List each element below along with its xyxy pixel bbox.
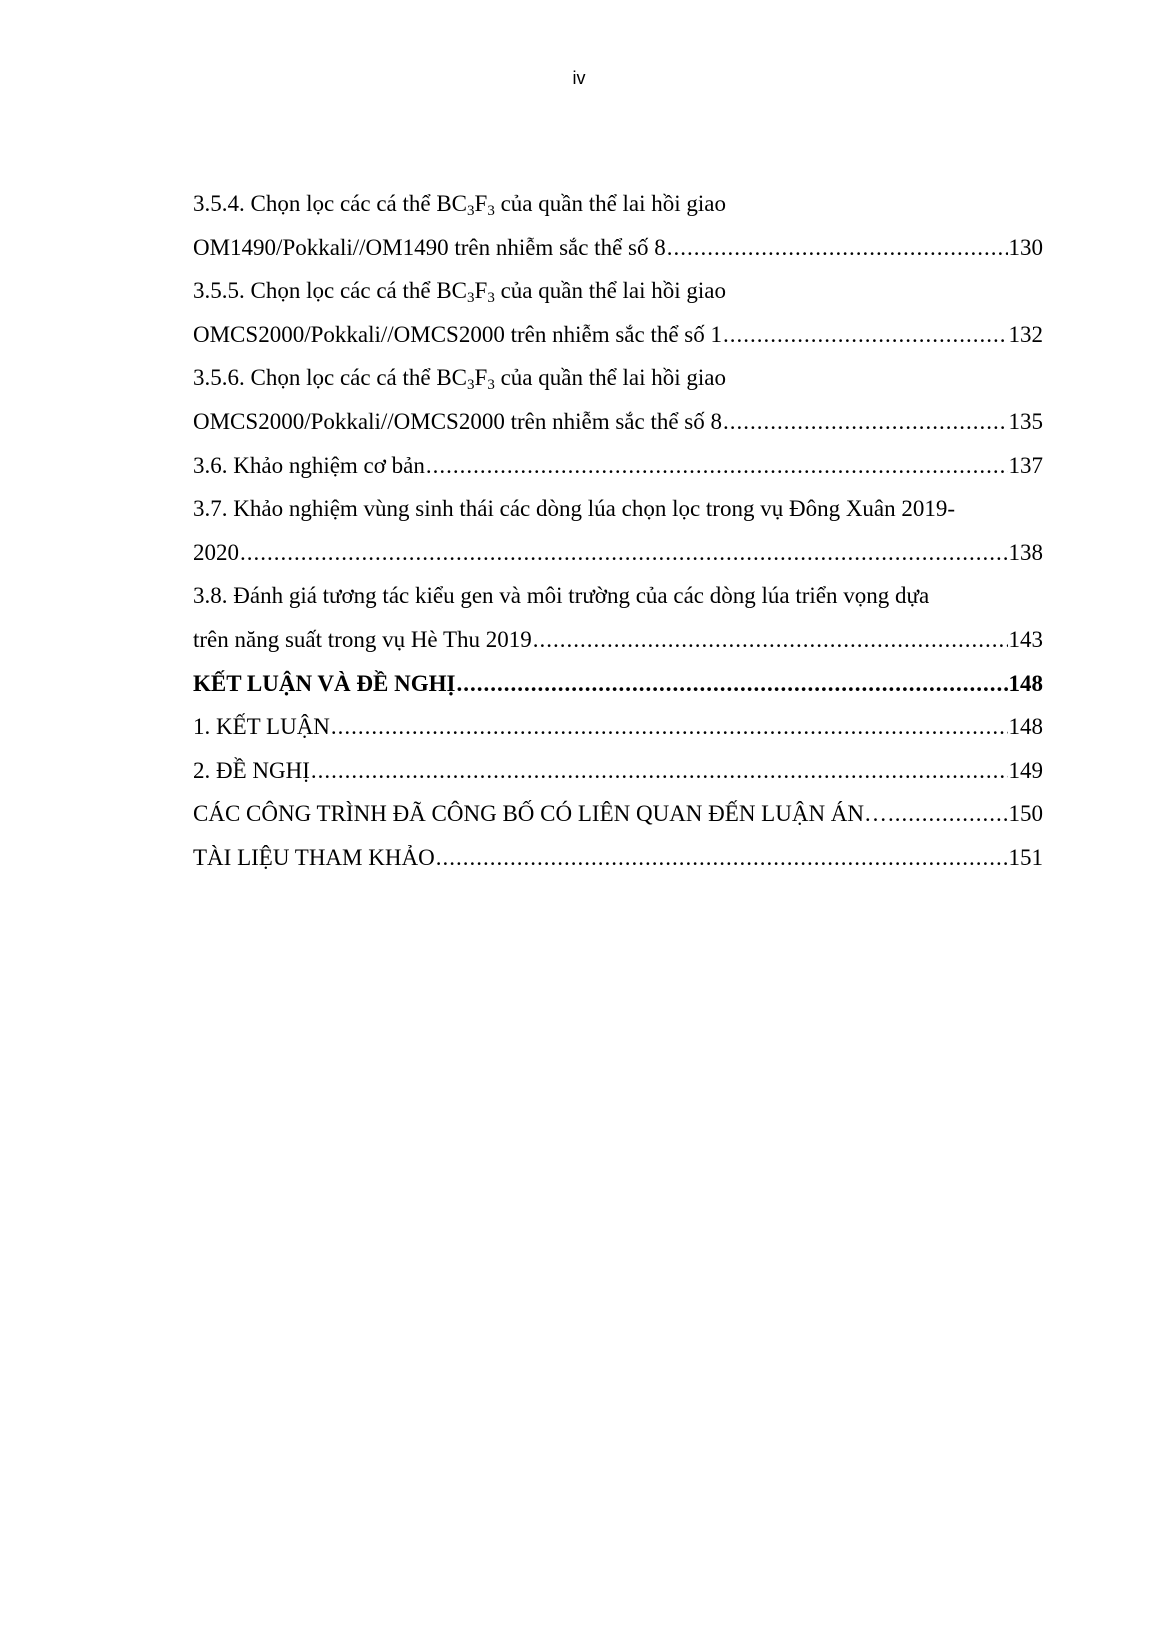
toc-entry-3-6-text: 3.6. Khảo nghiệm cơ bản: [193, 452, 425, 478]
toc-entry-references[interactable]: [193, 836, 1043, 880]
toc-entry-3-8-title[interactable]: 3.8. Đánh giá tương tác kiểu gen và môi trường của các dòng lúa triển vọng dựa: [193, 583, 930, 609]
toc-entry-3-7-continuation[interactable]: [193, 531, 1043, 575]
dot-leader: [311, 749, 1008, 793]
dot-leader: [533, 618, 1008, 662]
toc-entry-3-5-5-title-end: của quần thể lai hồi giao: [494, 278, 727, 304]
dot-leader: [723, 313, 1008, 357]
toc-entry-publications[interactable]: [193, 792, 1043, 836]
toc-entry-3-7-page: 138: [1008, 539, 1043, 565]
dot-leader: [240, 531, 1008, 575]
toc-entry-references-page: 151: [1008, 844, 1043, 870]
toc-entry-conclusion-text: KẾT LUẬN VÀ ĐỀ NGHỊ: [193, 670, 456, 696]
toc-entry-3-5-6-title-f: F: [474, 365, 488, 391]
table-of-contents: [193, 182, 1043, 880]
toc-entry-1-conclusion-text: 1. KẾT LUẬN: [193, 714, 330, 740]
toc-entry-conclusion-page: 148: [1008, 670, 1043, 696]
toc-entry-3-5-5-subscript-a: 3: [467, 290, 475, 307]
dot-leader: [331, 705, 1008, 749]
toc-entry-3-5-6-subscript-b: 3: [487, 377, 495, 394]
toc-entry-publications-page: 150: [1008, 801, 1043, 827]
toc-entry-3-5-4-title-start: 3.5.4. Chọn lọc các cá thể BC: [193, 191, 468, 216]
toc-entry-3-5-4-title-end: của quần thể lai hồi giao: [494, 191, 727, 216]
toc-entry-3-7-text: 2020: [193, 539, 239, 565]
toc-entry-3-5-6-title-end: của quần thể lai hồi giao: [494, 365, 727, 391]
toc-entry-publications-text: CÁC CÔNG TRÌNH ĐÃ CÔNG BỐ CÓ LIÊN QUAN ĐẾN LUẬN ÁN…: [193, 801, 888, 827]
toc-entry-3-6-page: 137: [1008, 452, 1043, 478]
toc-entry-3-5-6-continuation[interactable]: [193, 400, 1043, 444]
toc-entry-3-5-6-title-start: 3.5.6. Chọn lọc các cá thể BC: [193, 365, 468, 391]
toc-entry-conclusion-recommendation[interactable]: [193, 662, 1043, 706]
dot-leader: [456, 662, 1007, 706]
toc-entry-3-5-5-page: 132: [1008, 321, 1043, 347]
toc-entry-3-5-6-subscript-a: 3: [467, 377, 475, 394]
toc-entry-3-5-5-subscript-b: 3: [487, 290, 495, 307]
toc-entry-3-5-5-continuation[interactable]: [193, 313, 1043, 357]
toc-entry-3-8-continuation[interactable]: [193, 618, 1043, 662]
toc-entry-3-8-text: trên năng suất trong vụ Hè Thu 2019: [193, 626, 532, 652]
toc-entry-3-5-4-title-f: F: [474, 191, 488, 216]
toc-entry-3-5-5-title-start: 3.5.5. Chọn lọc các cá thể BC: [193, 278, 468, 304]
toc-entry-3-5-4-subscript-b: 3: [487, 203, 495, 219]
toc-entry-3-5-6-text: OMCS2000/Pokkali//OMCS2000 trên nhiễm sắc thể số 8: [193, 408, 722, 434]
toc-entry-3-5-5-title-f: F: [474, 278, 488, 304]
toc-entry-3-5-5-text: OMCS2000/Pokkali//OMCS2000 trên nhiễm sắc thể số 1: [193, 321, 722, 347]
dot-leader: [723, 400, 1008, 444]
dot-leader: [436, 836, 1008, 880]
toc-entry-3-5-6-title[interactable]: [193, 356, 1043, 400]
toc-entry-2-recommendation-page: 149: [1008, 757, 1043, 783]
toc-entry-1-conclusion-page: 148: [1008, 714, 1043, 740]
toc-entry-3-5-4-text: OM1490/Pokkali//OM1490 trên nhiễm sắc thể số 8: [193, 234, 666, 260]
toc-entry-3-5-4-page: 130: [1008, 234, 1043, 260]
dot-leader: [426, 444, 1008, 488]
toc-entry-3-5-6-page: 135: [1008, 408, 1043, 434]
toc-entry-3-5-4-title[interactable]: [193, 182, 1043, 226]
toc-entry-2-recommendation[interactable]: [193, 749, 1043, 793]
toc-entry-3-7-title[interactable]: 3.7. Khảo nghiệm vùng sinh thái các dòng lúa chọn lọc trong vụ Đông Xuân 2019-: [193, 496, 956, 522]
toc-entry-1-conclusion[interactable]: [193, 705, 1043, 749]
toc-entry-3-8-page: 143: [1008, 626, 1043, 652]
toc-entry-references-text: TÀI LIỆU THAM KHẢO: [193, 844, 435, 870]
toc-entry-2-recommendation-text: 2. ĐỀ NGHỊ: [193, 757, 310, 783]
toc-entry-3-5-4-continuation[interactable]: [193, 226, 1043, 270]
toc-entry-3-5-4-subscript-a: 3: [467, 203, 475, 219]
toc-entry-3-6[interactable]: [193, 444, 1043, 488]
page-number: iv: [572, 68, 586, 88]
dot-leader: [667, 226, 1008, 270]
toc-entry-3-5-5-title[interactable]: [193, 269, 1043, 313]
dot-leader: [888, 792, 1007, 836]
